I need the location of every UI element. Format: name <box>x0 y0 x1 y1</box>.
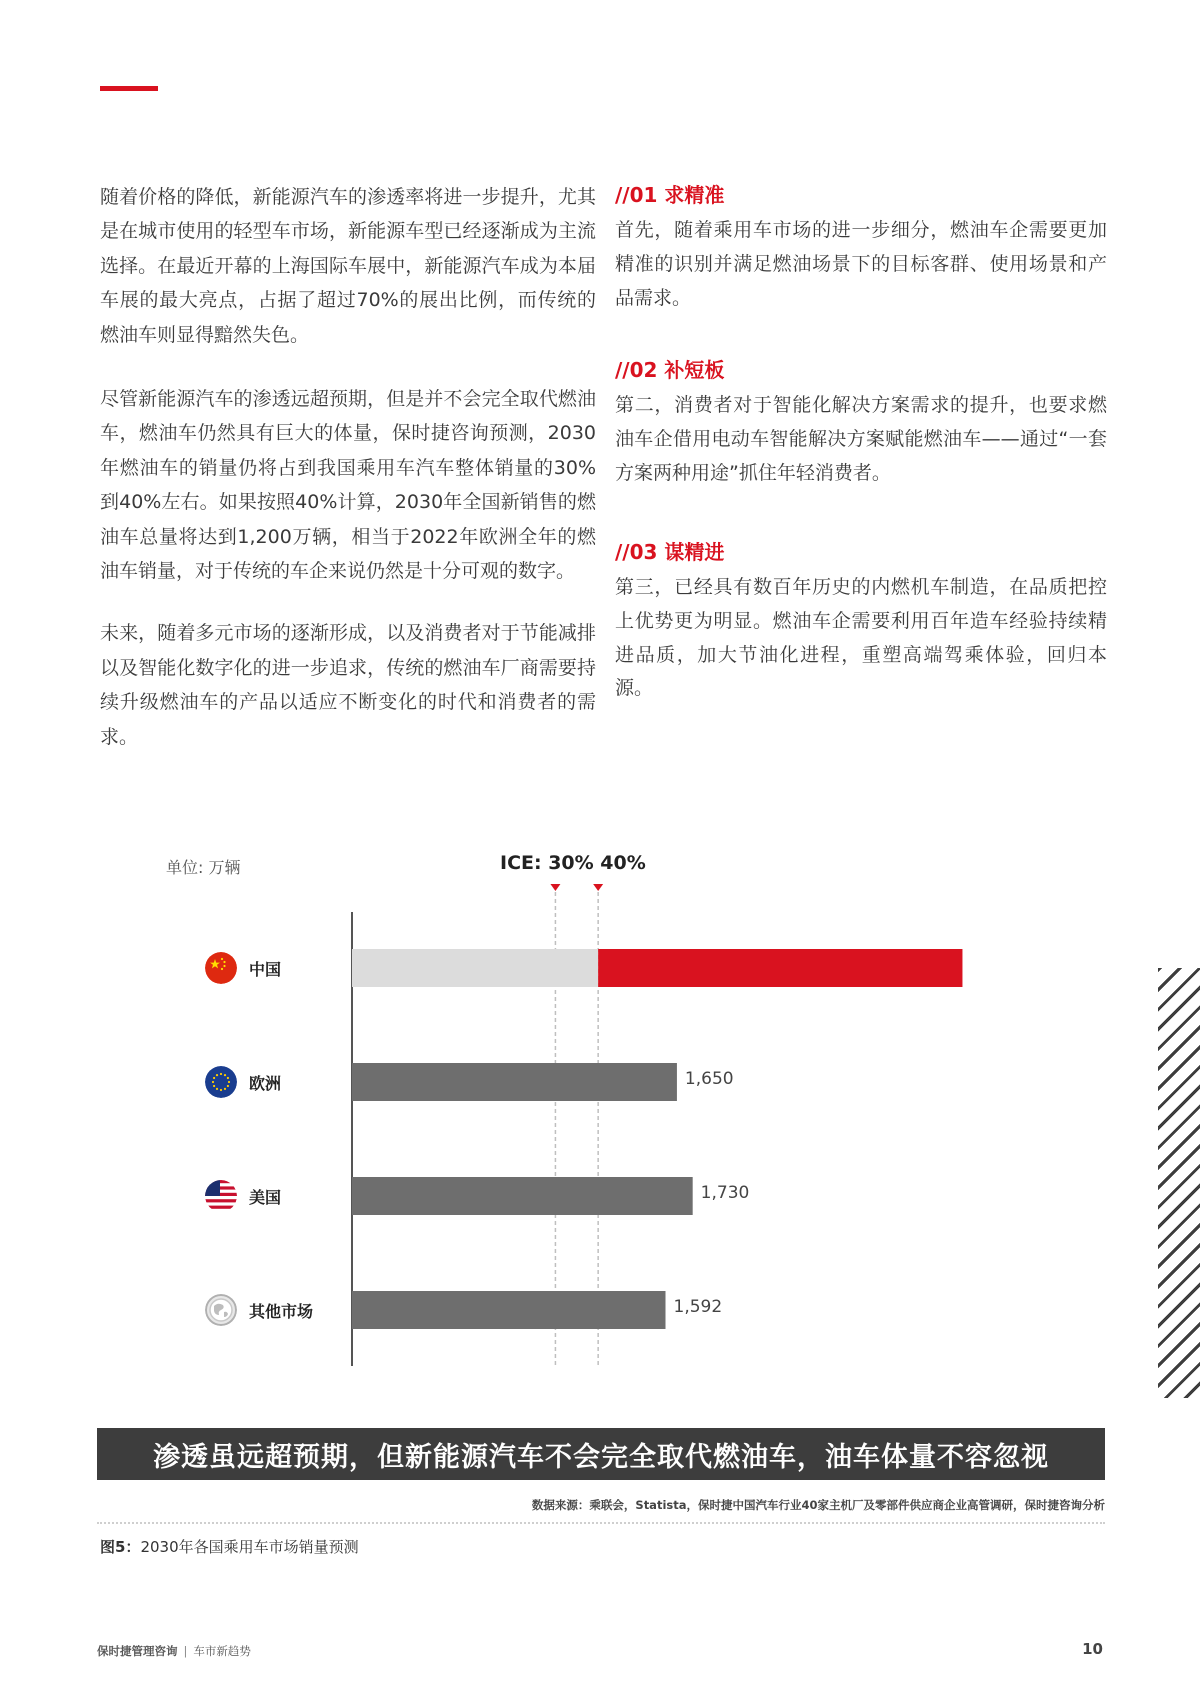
country-name-china: 中国 <box>249 959 282 979</box>
section-01 <box>615 180 1107 315</box>
eu-flag-icon <box>205 1066 237 1098</box>
footer-separator: | <box>183 1644 188 1658</box>
left-column <box>100 180 596 784</box>
footer-brand <box>97 1643 251 1659</box>
ref-marker-30 <box>550 884 560 891</box>
bar-china-light <box>352 949 598 987</box>
bar-value-usa: 1,730 <box>700 1183 750 1203</box>
footer-brand-name: 保时捷管理咨询 <box>97 1644 178 1658</box>
hatch-decoration <box>1158 968 1200 1398</box>
bar-europe <box>352 1063 677 1101</box>
section-02 <box>615 355 1107 490</box>
figure-caption-label: 图5： <box>100 1538 141 1556</box>
dotted-divider <box>97 1522 1105 1524</box>
bar-value-other: 1,592 <box>673 1297 723 1317</box>
country-china <box>205 952 281 984</box>
usa-flag-icon <box>205 1180 237 1212</box>
paragraph-1: 随着价格的降低，新能源汽车的渗透率将进一步提升，尤其是在城市使用的轻型车市场，新能源车型已经逐渐成为主流选择。在最近开幕的上海国际车展中，新能源汽车成为本届车展的最大亮点，占据了超过70%的展出比例，而传统的燃油车则显得黯然失色。 <box>100 186 596 346</box>
paragraph-2: 尽管新能源汽车的渗透远超预期，但是并不会完全取代燃油车，燃油车仍然具有巨大的体量，保时捷咨询预测，2030年燃油车的销量仍将占到我国乘用车汽车整体销量的30%到40%左右。如果按照40%计算，2030年全国新销售的燃油车总量将达到1,200万辆，相当于2022年欧洲全年的燃油车销量，对于传统的车企来说仍然是十分可观的数字。 <box>100 388 596 583</box>
country-name-other: 其他市场 <box>249 1301 314 1321</box>
country-name-usa: 美国 <box>249 1187 282 1207</box>
country-name-europe: 欧洲 <box>249 1073 282 1093</box>
section-03-body: 第三，已经具有数百年历史的内燃机车制造，在品质把控上优势更为明显。燃油车企需要利用百年造车经验持续精进品质，加大节油化进程，重塑高端驾乘体验，回归本源。 <box>615 576 1107 700</box>
ref-marker-40 <box>593 884 603 891</box>
country-usa <box>205 1180 281 1212</box>
section-02-body: 第二，消费者对于智能化解决方案需求的提升，也要求燃油车企借用电动车智能解决方案赋能燃油车——通过“一套方案两种用途”抓住年轻消费者。 <box>615 394 1107 484</box>
page-number: 10 <box>1082 1640 1103 1658</box>
bar-usa <box>352 1177 693 1215</box>
country-europe <box>205 1066 281 1098</box>
headline-banner: 渗透虽远超预期，但新能源汽车不会完全取代燃油车，油车体量不容忽视 <box>97 1428 1105 1480</box>
figure-caption <box>100 1536 359 1557</box>
paragraph-3: 未来，随着多元市场的逐渐形成，以及消费者对于节能减排以及智能化数字化的进一步追求，传统的燃油车厂商需要持续升级燃油车的产品以适应不断变化的时代和消费者的需求。 <box>100 622 596 748</box>
chart-unit-label: 单位: 万辆 <box>166 858 241 877</box>
china-flag-icon <box>205 952 237 984</box>
figure-caption-text: 2030年各国乘用车市场销量预测 <box>140 1538 359 1556</box>
bar-china-red <box>598 949 962 987</box>
section-03 <box>615 537 1107 706</box>
section-03-heading: //03 谋精进 <box>615 540 725 564</box>
data-source: 数据来源：乘联会，Statista，保时捷中国汽车行业40家主机厂及零部件供应商企业高管调研，保时捷咨询分析 <box>531 1498 1105 1512</box>
globe-icon <box>205 1294 237 1326</box>
footer-section: 车市新趋势 <box>193 1644 251 1658</box>
section-02-heading: //02 补短板 <box>615 358 725 382</box>
section-01-body: 首先，随着乘用车市场的进一步细分，燃油车企需要更加精准的识别并满足燃油场景下的目标客群、使用场景和产品需求。 <box>615 219 1107 309</box>
chart-ice-label: ICE: 30% 40% <box>500 852 646 874</box>
bar-value-europe: 1,650 <box>684 1069 734 1089</box>
accent-bar <box>100 86 158 91</box>
section-01-heading: //01 求精准 <box>615 183 725 207</box>
bar-other <box>352 1291 666 1329</box>
country-other <box>205 1294 313 1326</box>
